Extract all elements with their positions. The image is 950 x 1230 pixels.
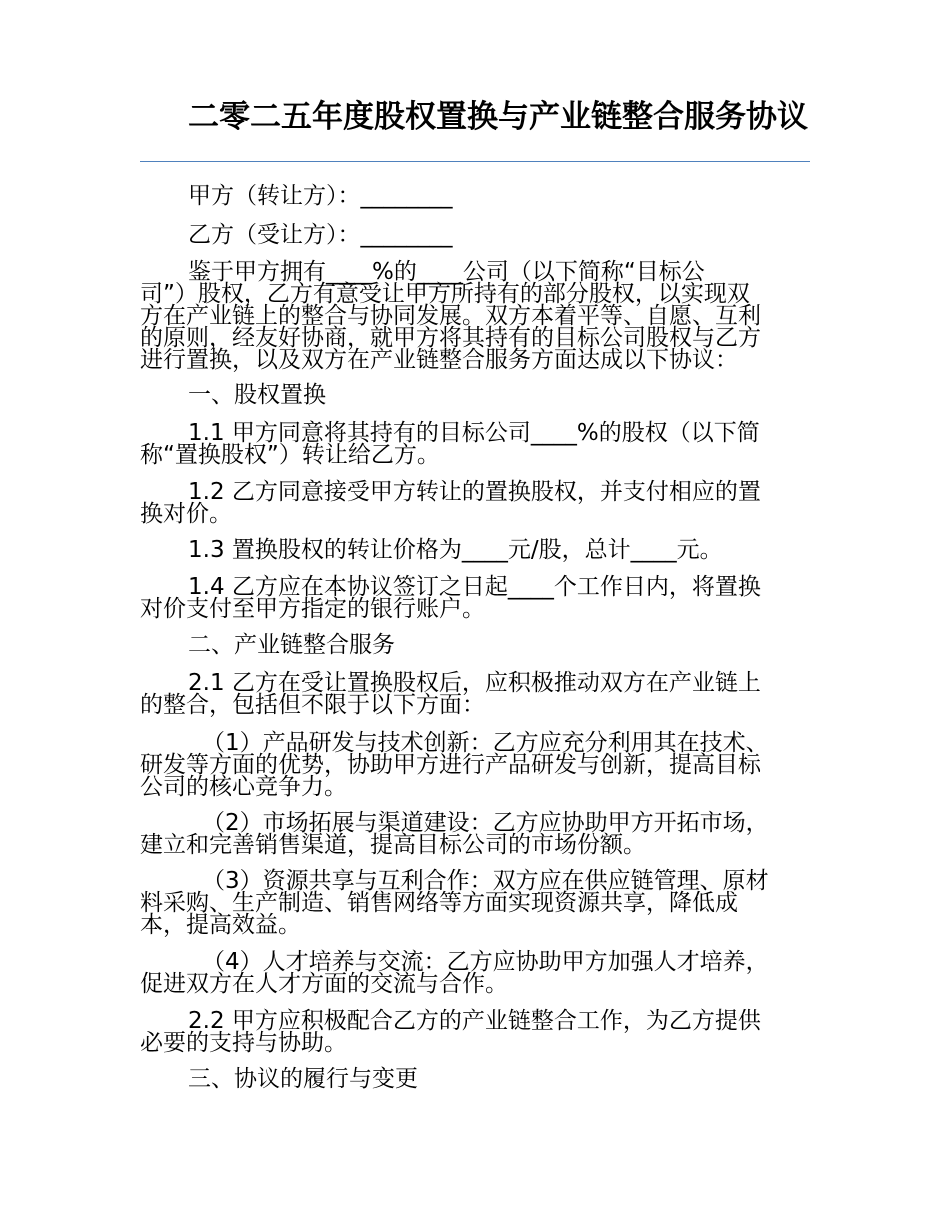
- section-1-title: 一、股权置换: [188, 382, 326, 408]
- list-line: （2）市场拓展与渠道建设：乙方应协助甲方开拓市场，: [202, 810, 769, 836]
- clause-line: 换对价。: [140, 501, 232, 527]
- party-a-line: [140, 185, 810, 207]
- list-line: （4）人才培养与交流：乙方应协助甲方加强人才培养，: [202, 949, 769, 975]
- list-item-3: [140, 870, 810, 936]
- clause-line: 必要的支持与协助。: [140, 1030, 347, 1056]
- clause-line: 1.2 乙方同意接受甲方转让的置换股权，并支付相应的置: [188, 479, 761, 505]
- preamble-line: 方在产业链上的整合与协同发展。双方本着平等、自愿、互利: [140, 303, 761, 329]
- clause-2-1: [140, 672, 810, 716]
- clause-line: 称“置换股权”）转让给乙方。: [140, 442, 440, 468]
- preamble-line: 的原则，经友好协商，就甲方将其持有的目标公司股权与乙方: [140, 325, 761, 351]
- list-line: 公司的核心竞争力。: [140, 774, 347, 800]
- section-2-title: 二、产业链整合服务: [188, 632, 395, 658]
- clause-line: 对价支付至甲方指定的银行账户。: [140, 596, 485, 622]
- list-item-1: [140, 732, 810, 798]
- clause-1-2: [140, 481, 810, 525]
- preamble-line: 司”）股权，乙方有意受让甲方所持有的部分股权，以实现双: [140, 281, 750, 307]
- list-line: 本，提高效益。: [140, 912, 301, 938]
- list-line: 建立和完善销售渠道，提高目标公司的市场份额。: [140, 832, 646, 858]
- clause-line: 1.3 置换股权的转让价格为____元/股，总计____元。: [188, 537, 723, 563]
- list-line: （1）产品研发与技术创新：乙方应充分利用其在技术、: [202, 730, 769, 756]
- list-line: （3）资源共享与互利合作：双方应在供应链管理、原材: [202, 868, 769, 894]
- section-heading-1: [140, 384, 810, 406]
- title-underline: [140, 161, 810, 162]
- preamble-line: 进行置换，以及双方在产业链整合服务方面达成以下协议：: [140, 347, 738, 373]
- party-b-text: 乙方（受让方）：________: [188, 222, 453, 248]
- preamble-paragraph: [140, 261, 810, 371]
- section-heading-2: [140, 634, 810, 656]
- clause-line: 2.1 乙方在受让置换股权后，应积极推动双方在产业链上: [188, 670, 761, 696]
- clause-1-1: [140, 422, 810, 466]
- clause-2-2: [140, 1010, 810, 1054]
- clause-line: 2.2 甲方应积极配合乙方的产业链整合工作，为乙方提供: [188, 1008, 761, 1034]
- list-line: 料采购、生产制造、销售网络等方面实现资源共享，降低成: [140, 890, 738, 916]
- section-heading-3: [140, 1068, 810, 1090]
- clause-line: 1.4 乙方应在本协议签订之日起____个工作日内，将置换: [188, 574, 761, 600]
- clause-line: 的整合，包括但不限于以下方面：: [140, 692, 485, 718]
- clause-1-3: [140, 539, 810, 561]
- clause-1-4: [140, 576, 810, 620]
- party-b-line: [140, 224, 810, 246]
- document-title: 二零二五年度股权置换与产业链整合服务协议: [188, 99, 808, 135]
- preamble-line: 鉴于甲方拥有____%的____公司（以下简称“目标公: [188, 259, 705, 285]
- list-item-2: [140, 812, 810, 856]
- list-line: 研发等方面的优势，协助甲方进行产品研发与创新，提高目标: [140, 752, 761, 778]
- party-a-text: 甲方（转让方）：________: [188, 183, 453, 209]
- list-line: 促进双方在人才方面的交流与合作。: [140, 971, 508, 997]
- clause-line: 1.1 甲方同意将其持有的目标公司____%的股权（以下简: [188, 420, 760, 446]
- list-item-4: [140, 951, 810, 995]
- section-3-title: 三、协议的履行与变更: [188, 1066, 418, 1092]
